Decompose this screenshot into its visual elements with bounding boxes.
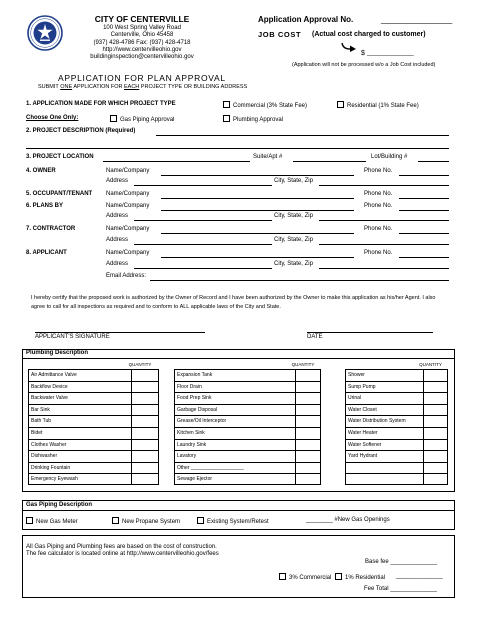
- quantity-input[interactable]: [424, 370, 447, 380]
- residential-fee-option[interactable]: 1% Residential: [335, 573, 385, 582]
- quantity-input[interactable]: [132, 393, 158, 403]
- plumbing-item-label: Water Heater: [348, 430, 378, 436]
- suite-label: Suite/Apt #: [253, 154, 283, 160]
- quantity-input[interactable]: [424, 463, 447, 473]
- form-title: APPLICATION FOR PLAN APPROVAL: [58, 73, 226, 83]
- approval-no-label: Application Approval No.: [258, 15, 354, 24]
- suite-field[interactable]: [293, 161, 366, 162]
- city-state-zip-label: City, State, Zip: [274, 261, 313, 267]
- lot-label: Lot/Building #: [371, 154, 408, 160]
- plumbing-item-label: Bar Sink: [31, 406, 50, 413]
- commercial-fee-option[interactable]: 3% Commercial: [279, 573, 331, 582]
- quantity-header: QUANTITY: [291, 362, 315, 367]
- plumbing-item-label: Sump Pump: [348, 383, 376, 390]
- plumbing-item-label: Kitchen Sink: [177, 430, 205, 436]
- city-state-zip-label: City, State, Zip: [274, 178, 313, 184]
- date-label: DATE: [307, 334, 323, 340]
- plumbing-item-label: Urinal: [348, 395, 362, 402]
- applicant-phone-field[interactable]: [399, 257, 449, 258]
- gas-piping-approval-option[interactable]: Gas Piping Approval: [110, 115, 174, 124]
- org-phone: (937) 428-4786 Fax: (937) 428-4718: [93, 40, 191, 46]
- job-cost-field[interactable]: ______________: [367, 50, 414, 56]
- quantity-input[interactable]: [296, 405, 320, 415]
- org-name: CITY OF CENTERVILLE: [94, 14, 190, 24]
- quantity-input[interactable]: [132, 440, 158, 450]
- org-address-line2: Centerville, Ohio 45458: [110, 32, 174, 38]
- name-company-label: Name/Company: [106, 168, 150, 174]
- quantity-input[interactable]: [424, 393, 447, 403]
- plumbing-item-label: Water Distribution System: [348, 418, 406, 425]
- phone-label: Phone No.: [364, 250, 393, 256]
- quantity-input[interactable]: [424, 405, 447, 415]
- job-cost-label: JOB COST: [258, 30, 302, 39]
- quantity-input[interactable]: [424, 428, 447, 438]
- date-line[interactable]: [307, 332, 433, 333]
- quantity-input[interactable]: [296, 428, 320, 438]
- checkbox[interactable]: [223, 101, 230, 108]
- plumbing-item-label: Lavatory: [177, 453, 197, 460]
- occupant-name-field[interactable]: [161, 198, 354, 199]
- processed-note: (Application will not be processed w/o a Job Cost included): [292, 62, 436, 68]
- plumbing-item-label: Shower: [348, 372, 365, 378]
- divider: [22, 358, 455, 359]
- state-fee-field[interactable]: ______________: [396, 573, 443, 579]
- plumbing-item-label: Air Admittance Valve: [31, 372, 77, 378]
- choose-one-label: Choose One Only:: [26, 115, 79, 121]
- plumbing-item-label: Emergency Eyewash: [31, 476, 78, 483]
- base-fee-field[interactable]: Base fee ______________: [365, 559, 438, 565]
- plumbing-approval-option[interactable]: Plumbing Approval: [223, 115, 283, 124]
- project-description-line1[interactable]: [156, 135, 449, 136]
- quantity-input[interactable]: [296, 451, 320, 461]
- plumbing-item-label: Water Closet: [348, 406, 377, 413]
- plumbing-item-label: Floor Drain: [177, 383, 202, 390]
- quantity-input[interactable]: [296, 370, 320, 380]
- certification-text: I hereby certify that the proposed work is authorized by the Owner of Record and I have been authorized by the Owner to make this application as his/her Agent. I also agree to call for all inspections as required and to conform to ALL applicable laws of the City and State.: [31, 295, 436, 310]
- plumbing-item-label: Bidet: [31, 430, 43, 436]
- fee-total-field[interactable]: Fee Total ______________: [364, 586, 437, 592]
- contractor-name-field[interactable]: [161, 233, 354, 234]
- quantity-input[interactable]: [132, 416, 158, 426]
- plumbing-item-label: Yard Hydrant: [348, 453, 378, 460]
- signature-line[interactable]: [35, 332, 205, 333]
- gas-title: Gas Piping Description: [26, 502, 93, 508]
- lot-field[interactable]: [418, 161, 449, 162]
- quantity-input[interactable]: [132, 474, 158, 484]
- checkbox[interactable]: [223, 115, 230, 122]
- plumbing-item-label: Laundry Sink: [177, 441, 207, 448]
- quantity-input[interactable]: [132, 405, 158, 415]
- org-address-line1: 100 West Spring Valley Road: [103, 25, 181, 31]
- quantity-header: QUANTITY: [128, 362, 152, 367]
- quantity-input[interactable]: [424, 382, 447, 392]
- phone-label: Phone No.: [364, 226, 393, 232]
- quantity-input[interactable]: [296, 463, 320, 473]
- section6-label: 6. PLANS BY: [26, 203, 64, 209]
- city-seal-logo: [27, 15, 63, 51]
- plumbing-table-1: [28, 362, 159, 485]
- section5-label: 5. OCCUPANT/TENANT: [26, 191, 93, 197]
- new-gas-meter-option[interactable]: New Gas Meter: [26, 517, 78, 526]
- city-state-zip-label: City, State, Zip: [274, 237, 313, 243]
- name-company-label: Name/Company: [106, 226, 150, 232]
- owner-name-field[interactable]: [161, 175, 354, 176]
- dollar-sign: $: [361, 50, 365, 57]
- section2-label: 2. PROJECT DESCRIPTION (Required): [26, 128, 136, 134]
- quantity-input[interactable]: [424, 416, 447, 426]
- quantity-input[interactable]: [424, 451, 447, 461]
- contractor-address-field[interactable]: [134, 244, 272, 245]
- org-website: http://www.centervilleohio.gov: [102, 47, 182, 53]
- checkbox[interactable]: [337, 101, 344, 108]
- quantity-input[interactable]: [132, 370, 158, 380]
- plumbing-item-label: Backwater Valve: [31, 395, 68, 402]
- signature-label: APPLICANT'S SIGNATURE: [35, 334, 110, 340]
- city-state-zip-label: City, State, Zip: [274, 213, 313, 219]
- form-subtitle: SUBMIT ONE APPLICATION FOR EACH PROJECT TYPE OR BUILDING ADDRESS: [38, 84, 248, 90]
- quantity-input[interactable]: [132, 463, 158, 473]
- phone-label: Phone No.: [364, 191, 393, 197]
- applicant-email-field[interactable]: [150, 280, 449, 281]
- quantity-input[interactable]: [296, 393, 320, 403]
- section3-label: 3. PROJECT LOCATION: [26, 154, 94, 160]
- phone-label: Phone No.: [364, 168, 393, 174]
- existing-system-option[interactable]: Existing System/Retest: [197, 517, 269, 526]
- quantity-input[interactable]: [132, 382, 158, 392]
- applicant-name-field[interactable]: [161, 257, 354, 258]
- checkbox[interactable]: [335, 573, 342, 580]
- residential-option[interactable]: Residential (1% State Fee): [337, 101, 419, 110]
- name-company-label: Name/Company: [106, 250, 150, 256]
- plumbing-item-label: Dishwasher: [31, 453, 58, 460]
- quantity-input[interactable]: [296, 382, 320, 392]
- section4-label: 4. OWNER: [26, 168, 56, 174]
- checkbox[interactable]: [197, 517, 204, 524]
- quantity-input[interactable]: [132, 451, 158, 461]
- plumbing-item-label: Clothes Washer: [31, 441, 67, 448]
- plumbing-item-label: Sewage Ejector: [177, 476, 213, 483]
- section7-label: 7. CONTRACTOR: [26, 226, 76, 232]
- plumbing-item-label: Backflow Device: [31, 383, 68, 390]
- checkbox[interactable]: [279, 573, 286, 580]
- quantity-input[interactable]: [296, 416, 320, 426]
- plans-city-field[interactable]: [319, 220, 449, 221]
- address-label: Address: [106, 237, 129, 243]
- quantity-header: QUANTITY: [419, 362, 442, 367]
- address-label: Address: [106, 261, 129, 267]
- job-cost-note: (Actual cost charged to customer): [312, 31, 426, 38]
- divider: [22, 510, 455, 511]
- owner-address-field[interactable]: [134, 185, 272, 186]
- new-gas-openings-field[interactable]: ________ #New Gas Openings: [306, 517, 390, 523]
- applicant-address-field[interactable]: [134, 268, 272, 269]
- plumbing-table-2: [174, 362, 321, 485]
- occupant-phone-field[interactable]: [399, 198, 449, 199]
- address-label: Address: [106, 178, 129, 184]
- contractor-phone-field[interactable]: [399, 233, 449, 234]
- quantity-input[interactable]: [296, 440, 320, 450]
- commercial-option[interactable]: Commercial (3% State Fee): [223, 101, 307, 110]
- plans-name-field[interactable]: [161, 210, 354, 211]
- plans-address-field[interactable]: [134, 220, 272, 221]
- plumbing-item-label: Water Softener: [348, 441, 382, 448]
- name-company-label: Name/Company: [106, 191, 150, 197]
- quantity-input[interactable]: [132, 428, 158, 438]
- plumbing-item-label: Other ___________________: [177, 464, 244, 471]
- plumbing-item-label: Grease/Oil Interceptor: [177, 418, 227, 425]
- plumbing-item-label: Drinking Fountain: [31, 464, 71, 471]
- plumbing-item-label: Garbage Disposal: [177, 406, 218, 413]
- plumbing-item-label: Expansion Tank: [177, 372, 213, 378]
- quantity-input[interactable]: [424, 440, 447, 450]
- fees-note-line1: All Gas Piping and Plumbing fees are based on the cost of construction.: [26, 544, 217, 550]
- arrow-right-icon: [341, 42, 357, 52]
- phone-label: Phone No.: [364, 203, 393, 209]
- project-description-line2[interactable]: [26, 148, 449, 149]
- plumbing-item-label: Bath Tub: [31, 418, 52, 425]
- checkbox[interactable]: [110, 115, 117, 122]
- contractor-city-field[interactable]: [319, 244, 449, 245]
- owner-phone-field[interactable]: [399, 175, 449, 176]
- fees-note-line2: The fee calculator is located online at http://www.centervilleohio.gov/fees: [26, 551, 219, 557]
- owner-city-field[interactable]: [319, 185, 449, 186]
- quantity-input[interactable]: [296, 474, 320, 484]
- section8-label: 8. APPLICANT: [26, 250, 67, 256]
- applicant-city-field[interactable]: [319, 268, 449, 269]
- name-company-label: Name/Company: [106, 203, 150, 209]
- plumbing-table-3: [345, 362, 448, 485]
- approval-no-field[interactable]: ________________: [381, 15, 453, 24]
- quantity-input[interactable]: [424, 474, 447, 484]
- plumbing-item-label: Food Prep Sink: [177, 395, 212, 402]
- email-label: Email Address:: [106, 273, 147, 279]
- address-label: Address: [106, 213, 129, 219]
- plans-phone-field[interactable]: [399, 210, 449, 211]
- section1-label: 1. APPLICATION MADE FOR WHICH PROJECT TYPE: [26, 101, 176, 107]
- checkbox[interactable]: [112, 517, 119, 524]
- checkbox[interactable]: [26, 517, 33, 524]
- plumbing-title: Plumbing Description: [26, 350, 89, 356]
- project-location-field[interactable]: [103, 161, 250, 162]
- org-email: buildinginspection@centervilleohio.gov: [90, 54, 194, 60]
- new-propane-option[interactable]: New Propane System: [112, 517, 180, 526]
